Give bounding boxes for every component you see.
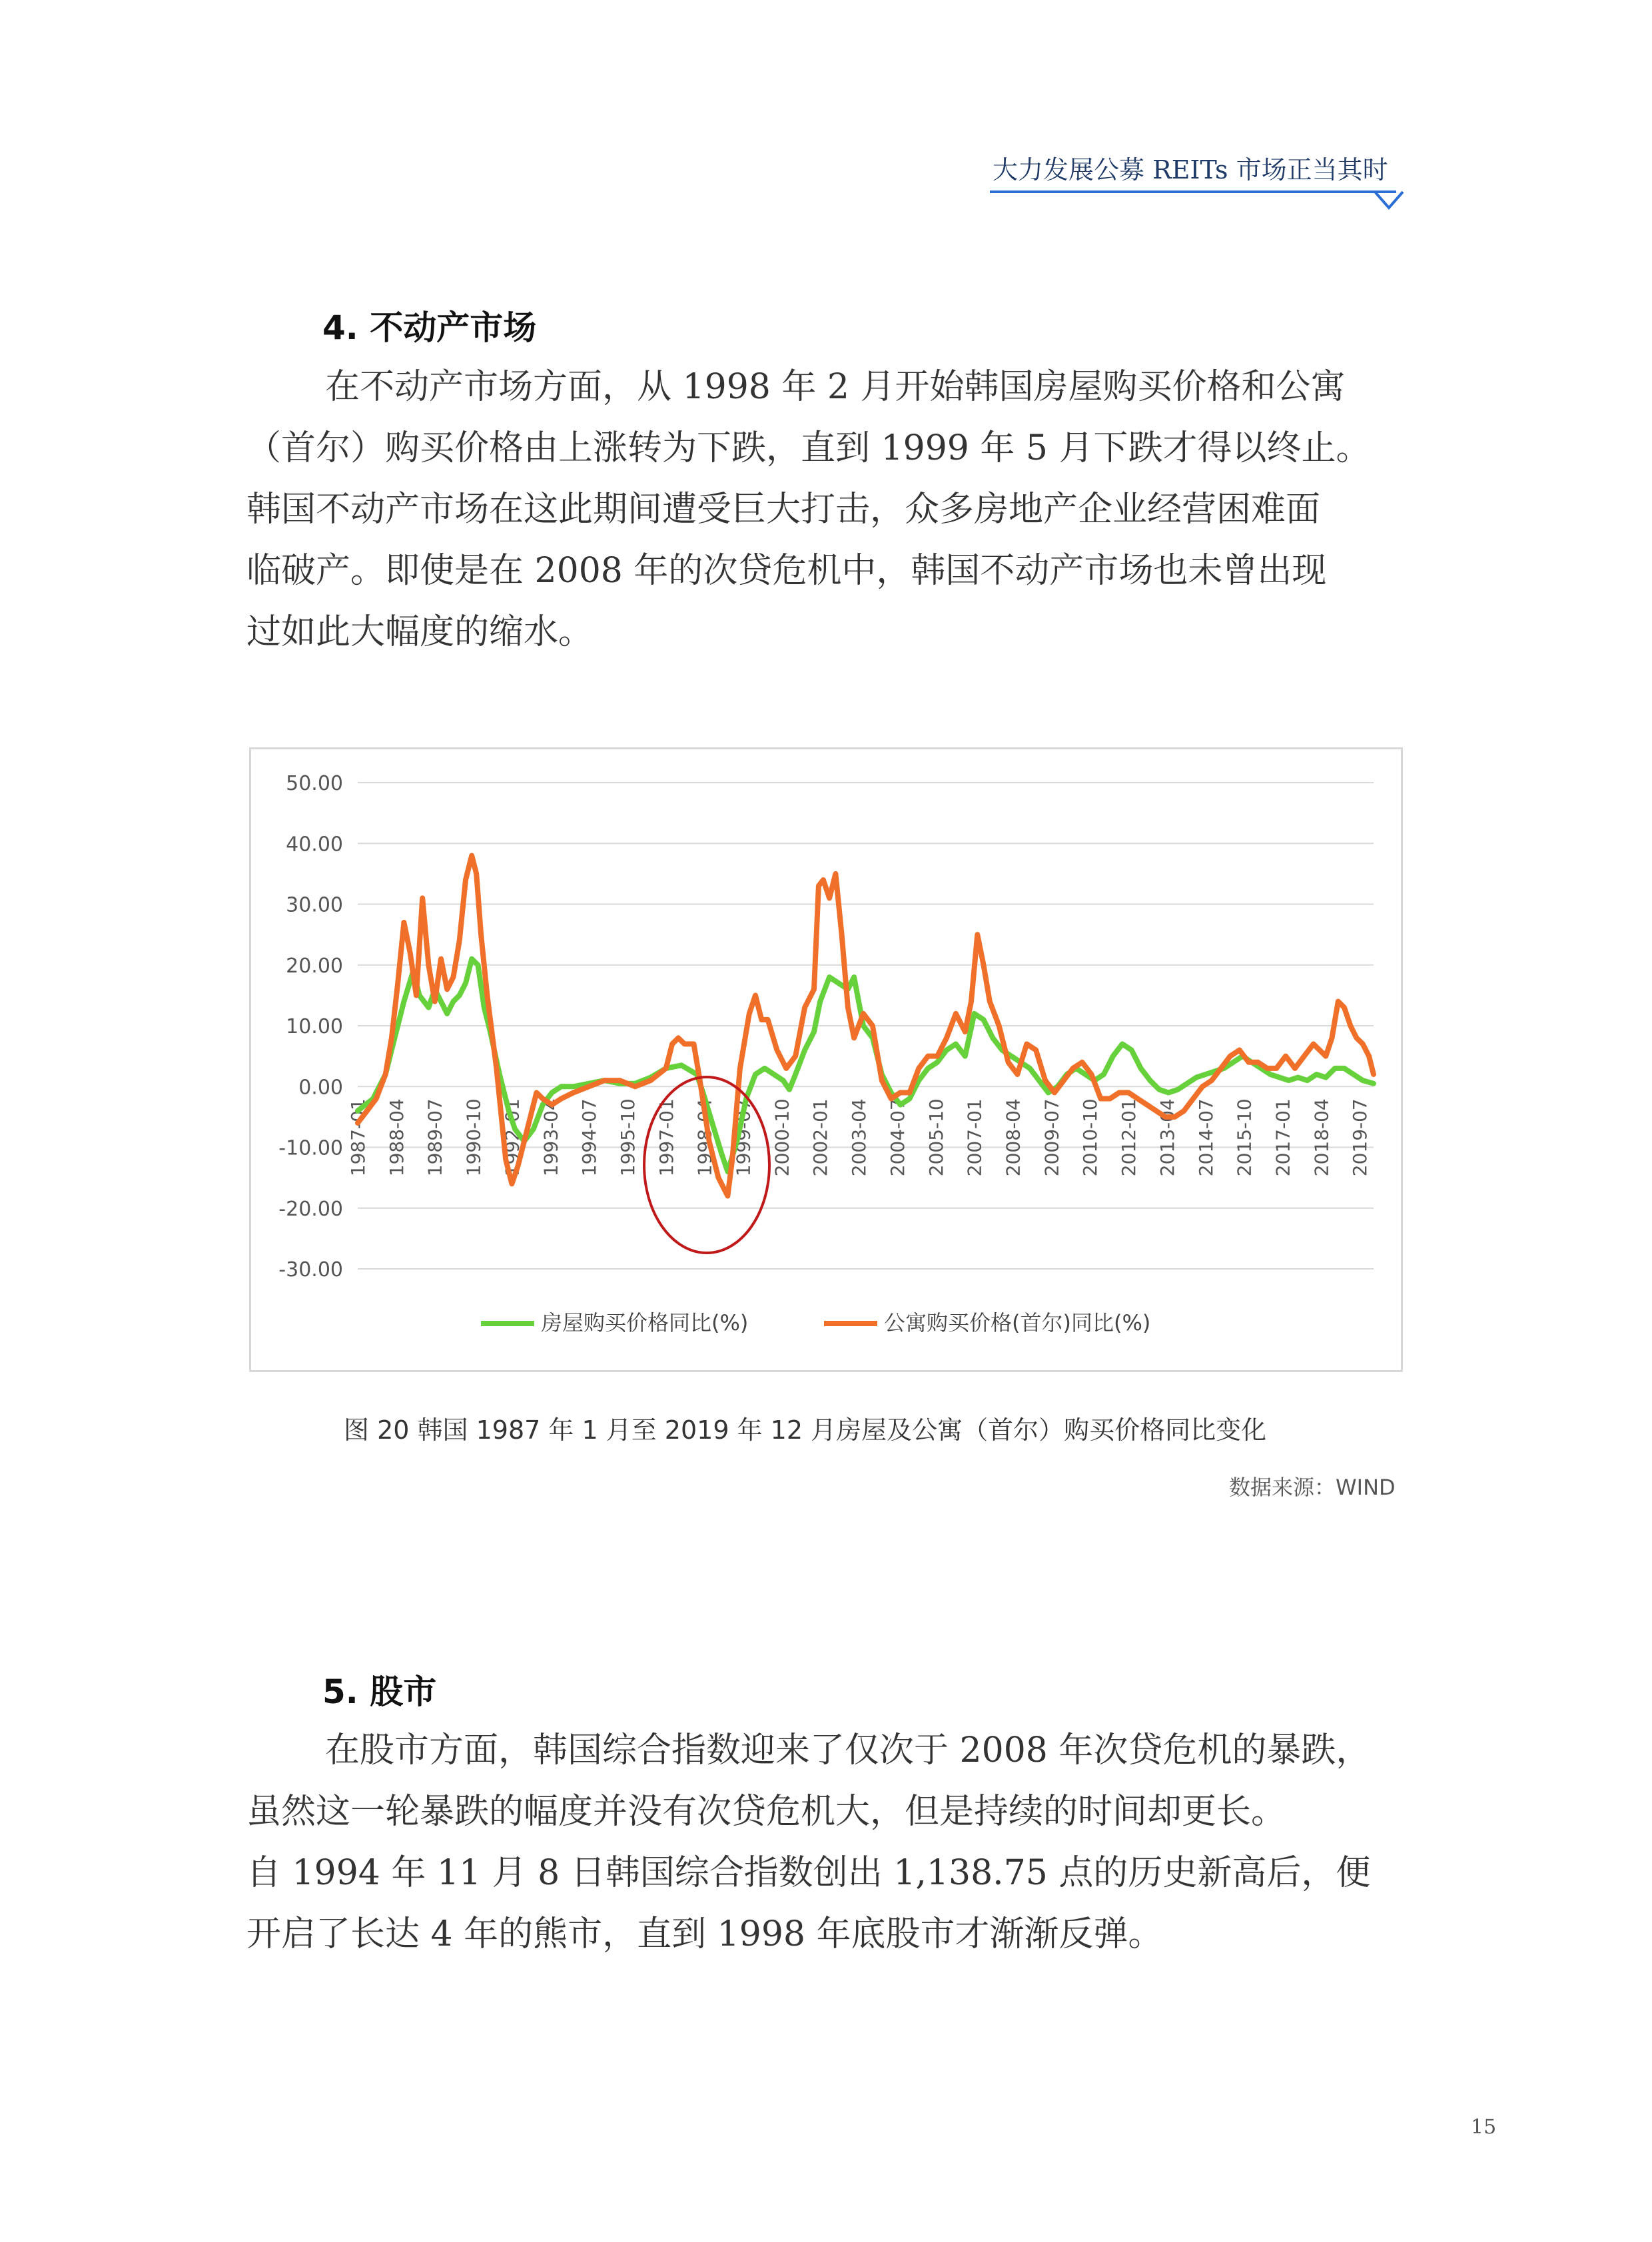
x-tick-label: 2010-10 — [1079, 1098, 1102, 1177]
x-tick-label: 1995-10 — [616, 1098, 639, 1177]
y-axis-labels — [278, 772, 343, 1282]
x-tick-label: 1993-04 — [540, 1098, 562, 1177]
y-tick-label: 30.00 — [286, 893, 343, 917]
paragraph-line: 临破产。即使是在 2008 年的次贷危机中，韩国不动产市场也未曾出现 — [246, 551, 1327, 591]
legend — [481, 1310, 1150, 1335]
y-tick-label: 20.00 — [286, 954, 343, 978]
legend-label: 公寓购买价格(首尔)同比(%) — [884, 1310, 1151, 1335]
x-tick-label: 2000-10 — [771, 1098, 793, 1177]
x-tick-label: 2002-01 — [809, 1098, 832, 1177]
page-number: 15 — [1471, 2115, 1497, 2139]
x-tick-label: 1997-01 — [655, 1098, 677, 1177]
x-tick-label: 2009-07 — [1040, 1098, 1063, 1177]
paragraph-line: 过如此大幅度的缩水。 — [246, 612, 594, 652]
x-tick-label: 2004-07 — [886, 1098, 909, 1177]
x-tick-label: 2018-04 — [1310, 1098, 1333, 1177]
x-tick-label: 2008-04 — [1002, 1098, 1025, 1177]
y-tick-label: -10.00 — [278, 1136, 343, 1160]
section-5-paragraph — [246, 1720, 1412, 1965]
figure-caption: 图 20 韩国 1987 年 1 月至 2019 年 12 月房屋及公寓（首尔）购买价格同比变化 — [344, 1415, 1267, 1445]
x-tick-label: 1989-07 — [424, 1098, 446, 1177]
x-tick-label: 1987-01 — [347, 1098, 369, 1177]
legend-label: 房屋购买价格同比(%) — [541, 1310, 749, 1335]
x-tick-label: 1999-07 — [732, 1098, 755, 1177]
y-tick-label: -20.00 — [278, 1197, 343, 1221]
x-tick-label: 1992-01 — [501, 1098, 524, 1177]
header-rule — [990, 190, 1396, 193]
x-tick-label: 2014-07 — [1194, 1098, 1217, 1177]
section-4-title: 4. 不动产市场 — [322, 308, 537, 347]
paragraph-line: （首尔）购买价格由上涨转为下跌，直到 1999 年 5 月下跌才得以终止。 — [246, 428, 1371, 468]
paragraph-line: 自 1994 年 11 月 8 日韩国综合指数创出 1,138.75 点的历史新高后，便 — [246, 1853, 1371, 1893]
x-tick-label: 2005-10 — [925, 1098, 947, 1177]
y-tick-label: 50.00 — [286, 772, 343, 795]
x-tick-label: 1998-04 — [693, 1098, 716, 1177]
x-tick-label: 2013-04 — [1156, 1098, 1178, 1177]
x-tick-label: 2003-04 — [848, 1098, 871, 1177]
paragraph-line: 虽然这一轮暴跌的幅度并没有次贷危机大，但是持续的时间却更长。 — [246, 1792, 1286, 1832]
x-tick-label: 2019-07 — [1349, 1098, 1372, 1177]
y-tick-label: -30.00 — [278, 1258, 343, 1282]
x-tick-label: 2007-01 — [963, 1098, 986, 1177]
y-tick-label: 0.00 — [298, 1076, 343, 1100]
paragraph-line: 在不动产市场方面，从 1998 年 2 月开始韩国房屋购买价格和公寓 — [325, 367, 1346, 407]
x-tick-label: 1990-10 — [462, 1098, 485, 1177]
x-tick-label: 1994-07 — [578, 1098, 601, 1177]
x-tick-label: 2012-01 — [1118, 1098, 1140, 1177]
x-tick-label: 2017-01 — [1272, 1098, 1294, 1177]
section-4-paragraph — [246, 356, 1412, 663]
y-tick-label: 10.00 — [286, 1015, 343, 1038]
paragraph-line: 在股市方面，韩国综合指数迎来了仅次于 2008 年次贷危机的暴跌， — [325, 1730, 1371, 1770]
y-tick-label: 40.00 — [286, 833, 343, 857]
chart-container — [249, 747, 1403, 1372]
paragraph-line: 开启了长达 4 年的熊市，直到 1998 年底股市才渐渐反弹。 — [246, 1914, 1163, 1954]
price-yoy-line-chart — [251, 749, 1401, 1370]
running-header-title: 大力发展公募 REITs 市场正当其时 — [993, 155, 1388, 185]
paragraph-line: 韩国不动产市场在这此期间遭受巨大打击，众多房地产企业经营困难面 — [246, 490, 1321, 530]
x-tick-label: 1988-04 — [385, 1098, 408, 1177]
x-tick-label: 2015-10 — [1233, 1098, 1256, 1177]
chevron-down-icon — [1374, 190, 1404, 210]
data-source: 数据来源：WIND — [1229, 1475, 1396, 1500]
section-5-title: 5. 股市 — [322, 1673, 437, 1711]
